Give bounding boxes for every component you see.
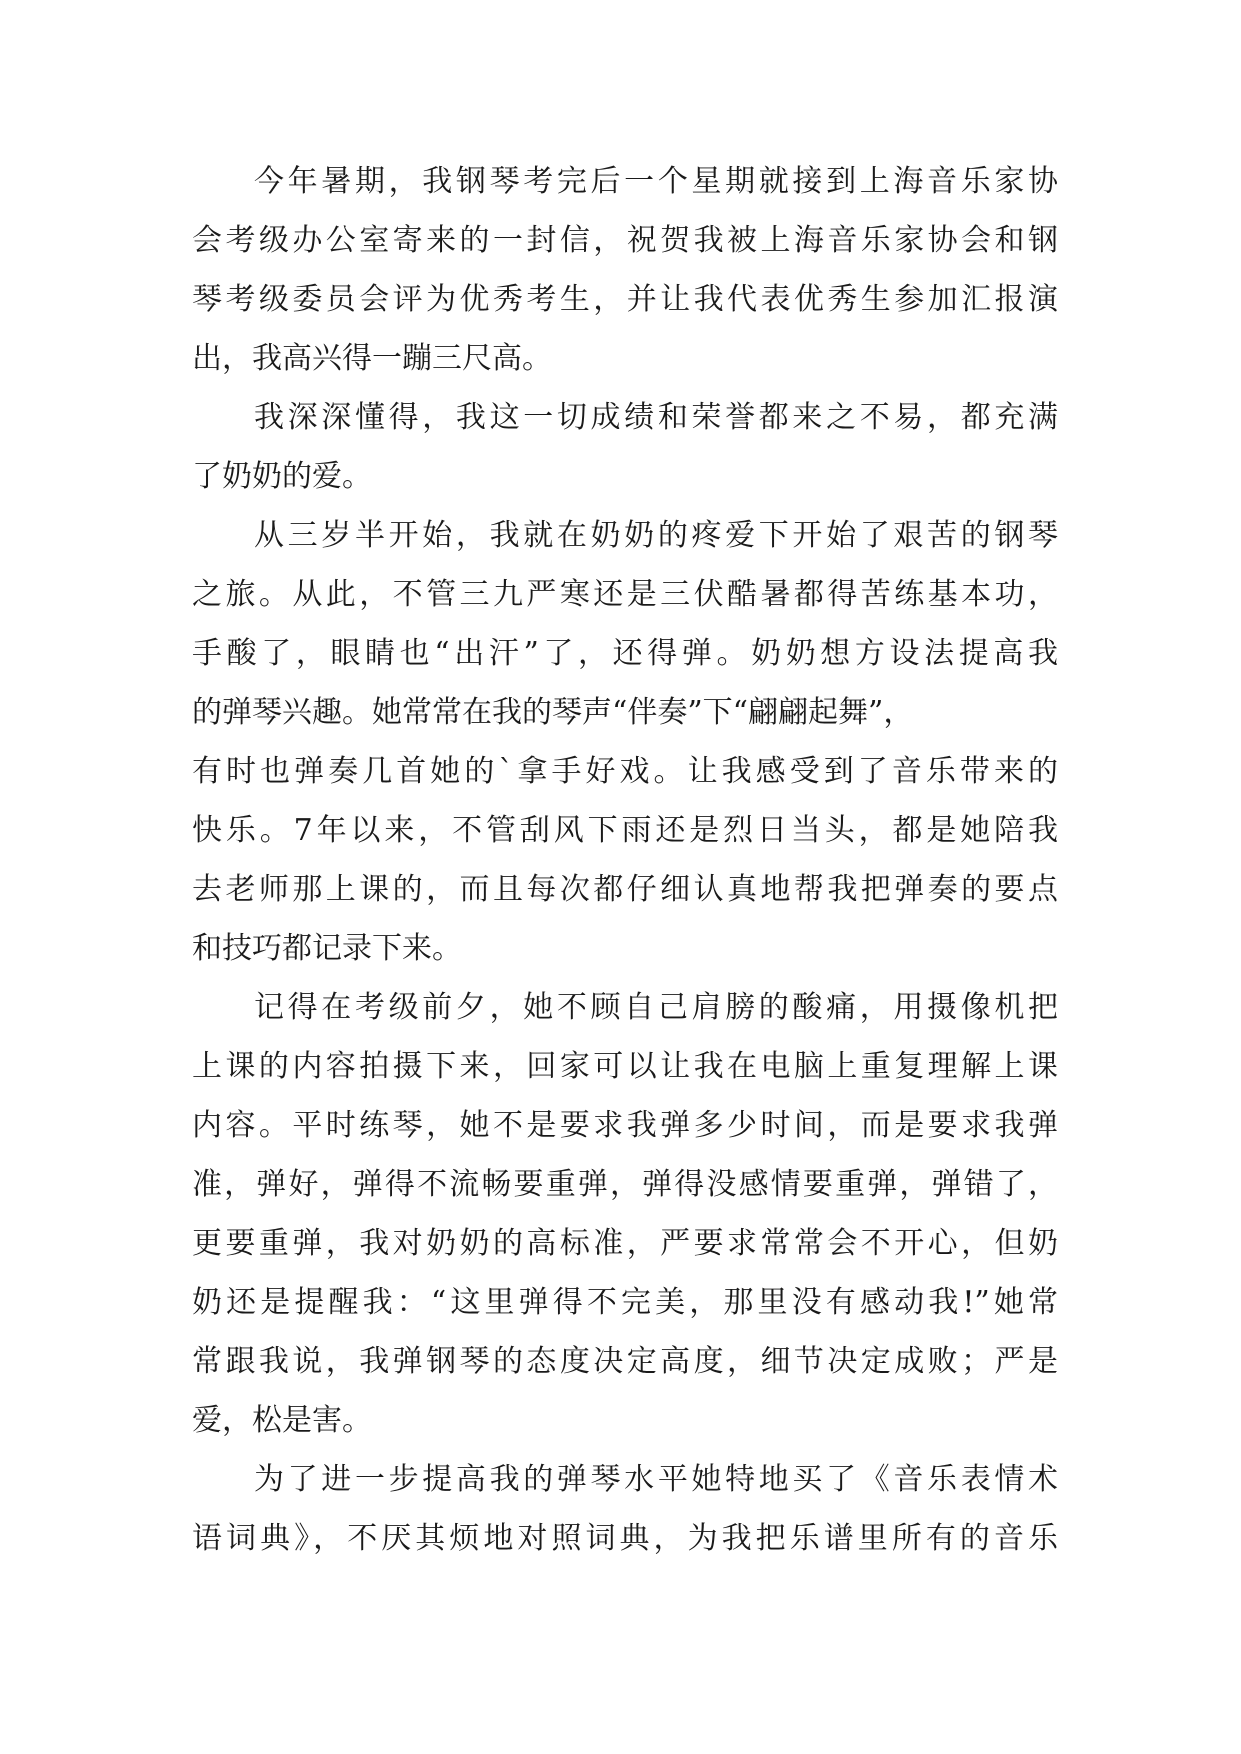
paragraph-1-line-1: 今年暑期，我钢琴考完后一个星期就接到上海音乐家协 [254,164,1058,199]
paragraph-4-line-7: 常跟我说，我弹钢琴的态度决定高度，细节决定成败；严是 [192,1344,1058,1379]
paragraph-3-line-3: 手酸了，眼睛也“出汗”了，还得弹。奶奶想方设法提高我 [192,636,1058,671]
paragraph-5-line-2: 语词典》，不厌其烦地对照词典，为我把乐谱里所有的音乐 [192,1521,1058,1556]
paragraph-4-line-5: 更要重弹，我对奶奶的高标准，严要求常常会不开心，但奶 [192,1226,1058,1261]
paragraph-3-line-2: 之旅。从此，不管三九严寒还是三伏酷暑都得苦练基本功， [192,577,1058,612]
paragraph-4-line-1: 记得在考级前夕，她不顾自己肩膀的酸痛，用摄像机把 [254,990,1058,1025]
paragraph-3-line-8: 和技巧都记录下来。 [192,931,462,966]
paragraph-1-line-3: 琴考级委员会评为优秀考生，并让我代表优秀生参加汇报演 [192,282,1058,317]
paragraph-2-line-1: 我深深懂得，我这一切成绩和荣誉都来之不易，都充满 [254,400,1058,435]
document-body [192,152,1058,1568]
paragraph-4-line-3: 内容。平时练琴，她不是要求我弹多少时间，而是要求我弹 [192,1108,1058,1143]
paragraph-4-line-4: 准，弹好，弹得不流畅要重弹，弹得没感情要重弹，弹错了， [192,1167,1058,1202]
paragraph-1-line-2: 会考级办公室寄来的一封信，祝贺我被上海音乐家协会和钢 [192,223,1058,258]
paragraph-3-line-7: 去老师那上课的，而且每次都仔细认真地帮我把弹奏的要点 [192,872,1058,907]
paragraph-2-line-2: 了奶奶的爱。 [192,459,372,494]
paragraph-4-line-8: 爱，松是害。 [192,1403,372,1438]
paragraph-3-line-6: 快乐。7年以来，不管刮风下雨还是烈日当头，都是她陪我 [192,813,1058,848]
paragraph-3-line-5: 有时也弹奏几首她的`拿手好戏。让我感受到了音乐带来的 [192,754,1058,789]
paragraph-4-line-2: 上课的内容拍摄下来，回家可以让我在电脑上重复理解上课 [192,1049,1058,1084]
paragraph-5-line-1: 为了进一步提高我的弹琴水平她特地买了《音乐表情术 [254,1462,1058,1497]
paragraph-1-line-4: 出，我高兴得一蹦三尺高。 [192,341,552,376]
paragraph-3-line-4: 的弹琴兴趣。她常常在我的琴声“伴奏”下“翩翩起舞”， [192,695,914,730]
paragraph-4-line-6: 奶还是提醒我：“这里弹得不完美，那里没有感动我!”她常 [192,1285,1058,1320]
paragraph-3-line-1: 从三岁半开始，我就在奶奶的疼爱下开始了艰苦的钢琴 [254,518,1058,553]
